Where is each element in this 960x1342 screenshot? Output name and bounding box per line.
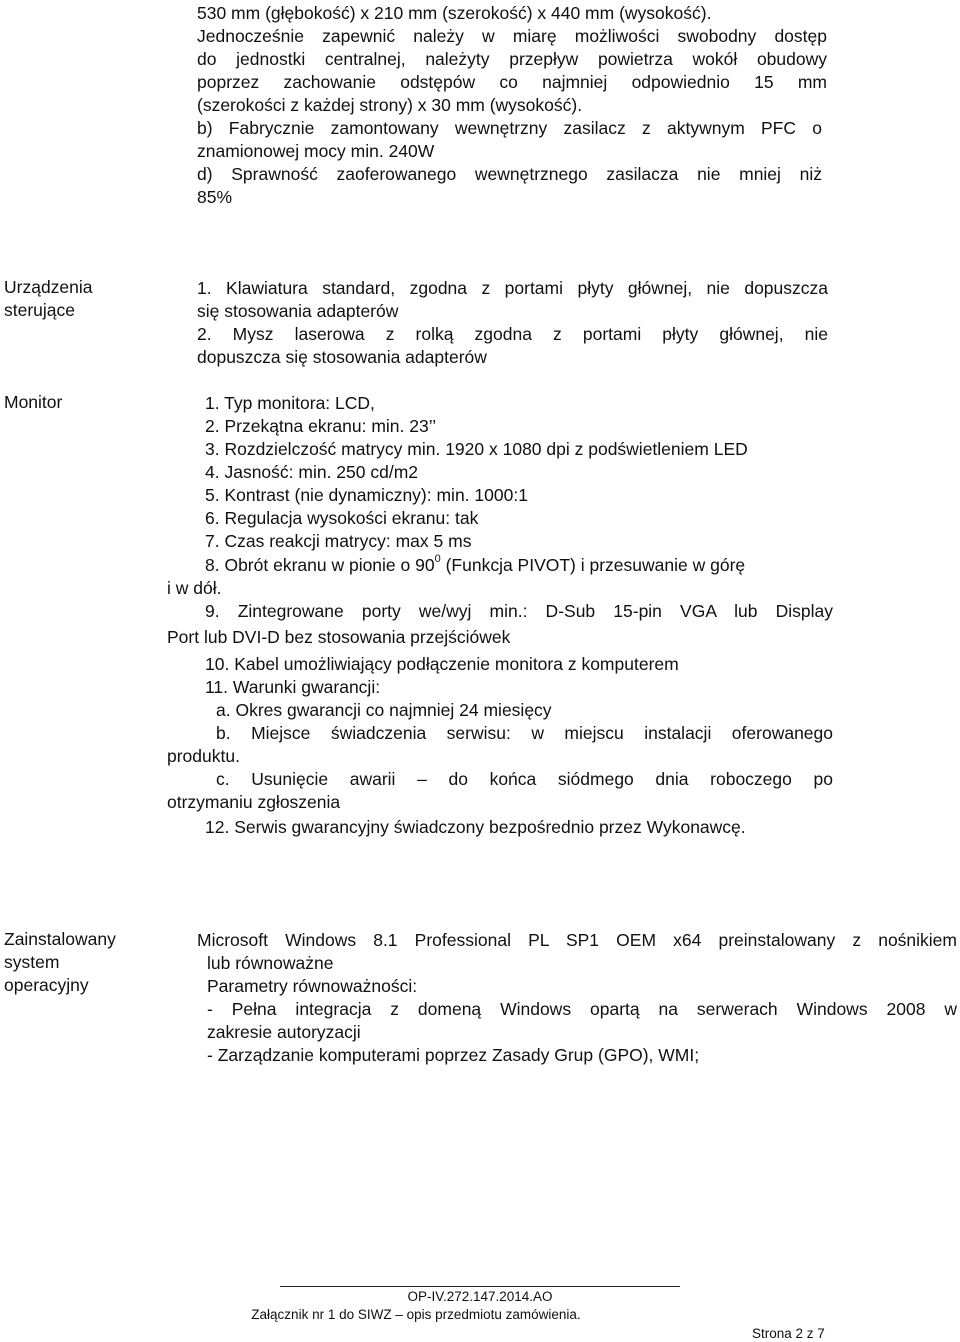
monitor-item-7: 7. Czas reakcji matrycy: max 5 ms — [205, 531, 472, 551]
psu-line-7: znamionowej mocy min. 240W — [197, 141, 435, 161]
monitor-item-11b-cont: produktu. — [167, 746, 240, 766]
monitor-item-9-cont: Port lub DVI-D bez stosowania przejściówek — [167, 627, 511, 647]
psu-line-3: do jednostki centralnej, należyty przepływ powietrza wokół obudowy — [197, 49, 827, 69]
monitor-item-12: 12. Serwis gwarancyjny świadczony bezpośrednio przez Wykonawcę. — [205, 817, 746, 837]
os-label-line-2: system — [4, 952, 60, 972]
mouse-line-2: dopuszcza się stosowania adapterów — [197, 347, 487, 367]
monitor-item-6: 6. Regulacja wysokości ekranu: tak — [205, 508, 479, 528]
input-devices-label-line-2: sterujące — [4, 300, 76, 320]
monitor-item-5: 5. Kontrast (nie dynamiczny): min. 1000:1 — [205, 485, 528, 505]
os-line-2: lub równoważne — [207, 953, 334, 973]
psu-line-4: poprzez zachowanie odstępów co najmniej odpowiednio 15 mm — [197, 72, 827, 92]
input-devices-label-line-1: Urządzenia — [4, 277, 93, 297]
keyboard-line-2: się stosowania adapterów — [197, 301, 399, 321]
os-line-1: Microsoft Windows 8.1 Professional PL SP1 OEM x64 preinstalowany z nośnikiem — [197, 930, 957, 950]
mouse-line-1: 2. Mysz laserowa z rolką zgodna z portami płyty głównej, nie — [197, 324, 828, 344]
psu-line-1: 530 mm (głębokość) x 210 mm (szerokość) x 440 mm (wysokość). — [197, 3, 712, 23]
monitor-item-8 — [205, 554, 745, 576]
footer-annex-note: Załącznik nr 1 do SIWZ – opis przedmiotu zamówienia. — [251, 1307, 581, 1322]
page-number: Strona 2 z 7 — [752, 1326, 825, 1341]
input-devices-label — [4, 276, 93, 322]
os-line-5: zakresie autoryzacji — [207, 1022, 361, 1042]
footer-divider — [280, 1286, 680, 1287]
psu-line-9: 85% — [197, 187, 233, 207]
monitor-item-10: 10. Kabel umożliwiający podłączenie monitora z komputerem — [205, 654, 679, 674]
monitor-item-11c: c. Usunięcie awarii – do końca siódmego dnia roboczego po — [216, 769, 833, 789]
psu-line-5: (szerokości z każdej strony) x 30 mm (wysokość). — [197, 95, 583, 115]
monitor-item-4: 4. Jasność: min. 250 cd/m2 — [205, 462, 419, 482]
monitor-item-9: 9. Zintegrowane porty we/wyj min.: D-Sub 15-pin VGA lub Display — [205, 601, 833, 621]
os-line-6: - Zarządzanie komputerami poprzez Zasady Grup (GPO), WMI; — [207, 1045, 700, 1065]
degree-superscript: 0 — [434, 553, 441, 566]
footer-reference: OP-IV.272.147.2014.AO — [407, 1289, 553, 1304]
monitor-item-8-cont: i w dół. — [167, 578, 222, 598]
monitor-item-3: 3. Rozdzielczość matrycy min. 1920 x 1080 dpi z podświetleniem LED — [205, 439, 748, 459]
os-label-line-1: Zainstalowany — [4, 929, 116, 949]
monitor-item-11b: b. Miejsce świadczenia serwisu: w miejscu instalacji oferowanego — [216, 723, 833, 743]
psu-line-2: Jednocześnie zapewnić należy w miarę możliwości swobodny dostęp — [197, 26, 827, 46]
monitor-item-11: 11. Warunki gwarancji: — [205, 677, 381, 697]
psu-line-6: b) Fabrycznie zamontowany wewnętrzny zasilacz z aktywnym PFC o — [197, 118, 822, 138]
monitor-item-8-text: 8. Obrót ekranu w pionie o 90 — [205, 555, 435, 575]
monitor-item-8-text-end: (Funkcja PIVOT) i przesuwanie w górę — [440, 555, 746, 575]
os-line-3: Parametry równoważności: — [207, 976, 418, 996]
os-label-line-3: operacyjny — [4, 975, 89, 995]
monitor-item-2: 2. Przekątna ekranu: min. 23’’ — [205, 416, 437, 436]
monitor-item-11a: a. Okres gwarancji co najmniej 24 miesięcy — [216, 700, 552, 720]
monitor-item-11c-cont: otrzymaniu zgłoszenia — [167, 792, 341, 812]
os-line-4: - Pełna integracja z domeną Windows opartą na serwerach Windows 2008 w — [207, 999, 957, 1019]
monitor-label: Monitor — [4, 392, 63, 412]
monitor-item-1: 1. Typ monitora: LCD, — [205, 393, 375, 413]
os-label — [4, 928, 116, 997]
psu-line-8: d) Sprawność zaoferowanego wewnętrznego zasilacza nie mniej niż — [197, 164, 822, 184]
keyboard-line-1: 1. Klawiatura standard, zgodna z portami płyty głównej, nie dopuszcza — [197, 278, 828, 298]
